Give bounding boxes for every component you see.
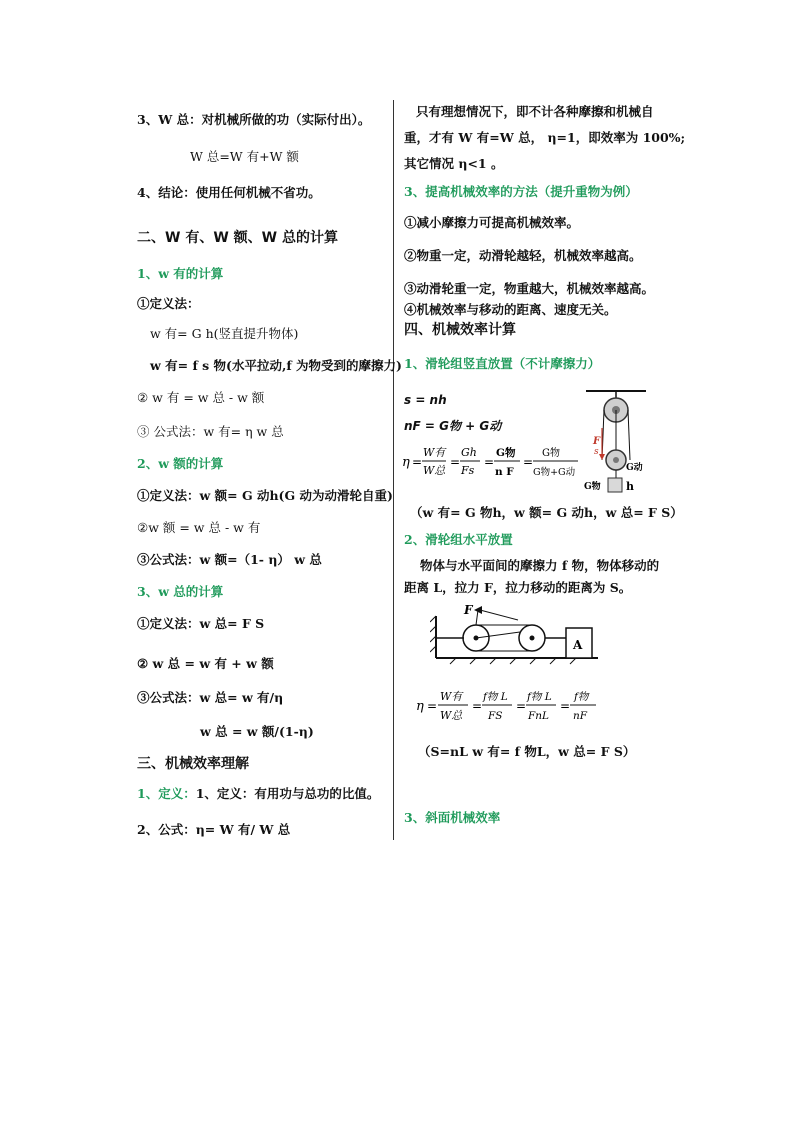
equals-h1: = [427,699,438,713]
subheading-improve: 3、提高机械效率的方法（提升重物为例） [404,184,638,199]
left-line-13: ②w 额 = w 总 - w 有 [137,520,261,535]
label-s: s [594,447,599,457]
hfrac3-den: FnL [528,710,550,722]
right-line-6: ②物重一定，动滑轮越轻，机械效率越高。 [404,248,642,263]
right-line-2: 重，才有 W 有=W 总， η=1，即效率为 100%; [404,130,686,145]
label-F: F [593,436,601,447]
left-line-17: ② w 总 = w 有 + w 额 [137,656,274,671]
frac1-den: W总 [423,464,446,477]
right-line-3: 其它情况 η<1 。 [404,156,504,171]
load-block [608,478,622,492]
rope-right [628,410,630,460]
frac4-num: G物 [542,448,560,459]
frac2-den: Fs [461,464,475,477]
right-line-5: ①减小摩擦力可提高机械效率。 [404,215,580,230]
equals-3: = [484,455,495,469]
subheading-vertical: 1、滑轮组竖直放置（不计摩擦力） [404,356,601,371]
horizontal-efficiency-formula [412,682,612,730]
left-line-12: ①定义法：w 额= G 动h(G 动为动滑轮自重) [137,488,393,503]
label-F-horizontal: F [464,603,473,617]
left-line-1: 3、W 总：对机械所做的功（实际付出）。 [137,112,371,127]
pull-rope-2 [480,610,518,620]
subheading-wyou: 1、w 有的计算 [137,266,224,281]
section-heading-2: 二、W 有、W 额、W 总的计算 [137,230,338,246]
left-line-18: ③公式法：w 总= w 有/η [137,690,284,705]
pulley-vertical-diagram [580,388,652,496]
left-line-16: ①定义法：w 总= F S [137,616,265,631]
section-heading-4: 四、机械效率计算 [404,322,516,338]
right-line-17: （S=nL w 有= f 物L，w 总= F S） [418,744,636,759]
formula-s-nh: s = nh [404,393,447,407]
equals-h4: = [560,699,571,713]
right-line-16: 距离 L，拉力 F，拉力移动的距离为 S。 [404,580,632,595]
subheading-wzong: 3、w 总的计算 [137,584,224,599]
eta-symbol: η [402,455,410,470]
movable-pulley-axle [613,457,619,463]
left-line-21: 1、定义：1、定义：有用功与总功的比值。 [137,786,380,801]
hfrac1-den: W总 [440,709,463,722]
force-arrow-head [599,454,605,460]
right-line-15: 物体与水平面间的摩擦力 f 物，物体移动的 [420,558,660,573]
eta-symbol-2: η [416,699,424,714]
left-line-19: w 总 = w 额/(1-η) [200,724,314,739]
hfrac2-den: FS [488,710,503,722]
subheading-incline: 3、斜面机械效率 [404,810,501,825]
frac3-den: n F [495,466,514,478]
left-line-10: ③ 公式法：w 有= η w 总 [137,424,284,439]
frac2-num: Gh [461,446,477,459]
right-line-13: （w 有= G 物h，w 额= G 动h，w 总= F S） [410,505,683,520]
movable-pulley-h-axle [530,636,535,641]
left-line-7: w 有= G h(竖直提升物体) [150,326,299,341]
section-heading-3: 三、机械效率理解 [137,756,249,772]
frac3-num: G物 [496,447,516,459]
label-A: A [573,638,583,652]
right-line-7: ③动滑轮重一定，物重越大，机械效率越高。 [404,281,655,296]
label-h: h [626,480,634,493]
left-line-6: ①定义法： [137,296,200,311]
frac4-den: G物+G动 [533,467,576,478]
subheading-we: 2、w 额的计算 [137,456,224,471]
vertical-efficiency-formula [400,438,580,484]
subheading-horizontal: 2、滑轮组水平放置 [404,532,513,547]
column-divider [393,100,394,840]
equals-h2: = [472,699,483,713]
left-line-14: ③公式法：w 额=（1- η） w 总 [137,552,322,567]
formula-nf: nF = G物 + G动 [404,419,502,433]
right-line-8: ④机械效率与移动的距离、速度无关。 [404,302,617,317]
equals-2: = [450,455,461,469]
pull-rope [476,610,478,625]
right-line-1: 只有理想情况下，即不计各种摩擦和机械自 [416,104,654,119]
equals-h3: = [516,699,527,713]
rope-mid [476,632,520,638]
left-line-22: 2、公式：η= W 有/ W 总 [137,822,291,837]
left-line-21-text: 1、定义：有用功与总功的比值。 [195,786,380,801]
label-gdong: G动 [626,463,643,473]
hfrac4-num: f物 [574,691,589,703]
hfrac4-den: nF [573,710,588,722]
left-line-9: ② w 有 = w 总 - w 额 [137,390,265,405]
frac1-num: W有 [423,446,446,459]
left-line-3: 4、结论：使用任何机械不省功。 [137,185,321,200]
pulley-horizontal-diagram [430,602,600,666]
label-gwu: G物 [584,482,601,492]
left-line-2: W 总=W 有+W 额 [190,149,299,164]
equals-1: = [412,455,423,469]
hfrac1-num: W有 [440,690,463,703]
left-line-8: w 有= f s 物(水平拉动,f 为物受到的摩擦力) [150,358,402,373]
hfrac2-num: f物 L [483,691,508,703]
hfrac3-num: f物 L [527,691,552,703]
equals-4: = [523,455,534,469]
